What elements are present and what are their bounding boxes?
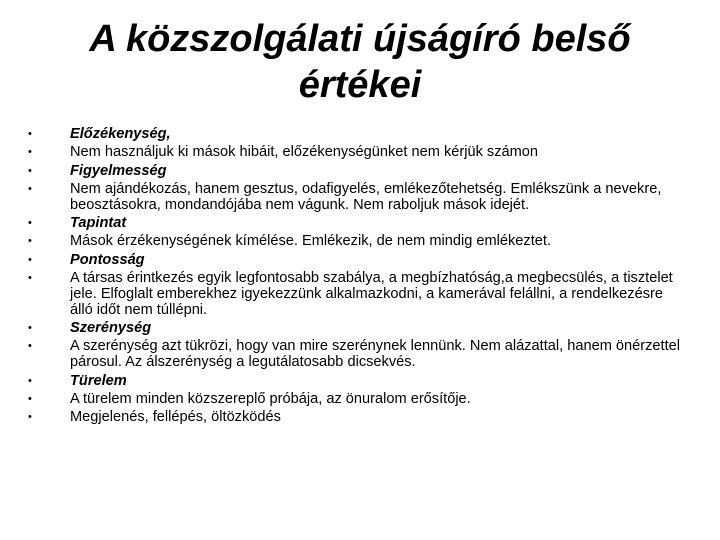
- bullet-icon: •: [28, 164, 32, 177]
- bullet-icon: •: [28, 411, 32, 424]
- bullet-icon: •: [28, 322, 32, 335]
- item-heading: Türelem: [70, 372, 127, 389]
- item-heading: Tapintat: [70, 215, 127, 232]
- bullet-icon: •: [28, 217, 32, 230]
- bullet-icon: •: [28, 271, 32, 284]
- list-item: [28, 127, 688, 143]
- slide-title: A közszolgálati újságíró belső értékei: [89, 18, 631, 106]
- list-item: [28, 216, 688, 232]
- bullet-list: [28, 127, 688, 428]
- list-item: [28, 392, 688, 408]
- bullet-icon: •: [28, 253, 32, 266]
- item-text: Nem használjuk ki mások hibáit, előzékenységünket nem kérjük számon: [70, 144, 539, 161]
- list-item: [28, 374, 688, 390]
- list-item: [28, 321, 688, 337]
- item-text: A társas érintkezés egyik legfontosabb szabálya, a megbízhatóság,a megbecsülés, a tisztelet jele. Elfoglalt emberekhez igyekezzünk alkalmazkodni, a kamerával felállni, a rendelkezésre álló időt nem túllépni.: [70, 269, 673, 318]
- list-item: [28, 234, 688, 250]
- list-item: [28, 253, 688, 269]
- list-item: [28, 271, 688, 319]
- bullet-icon: •: [28, 392, 32, 405]
- list-item: [28, 164, 688, 180]
- list-item: [28, 145, 688, 161]
- bullet-icon: •: [28, 374, 32, 387]
- bullet-icon: •: [28, 182, 32, 195]
- list-item: [28, 182, 688, 214]
- list-item: [28, 410, 688, 426]
- bullet-icon: •: [28, 146, 32, 159]
- item-heading: Szerénység: [70, 320, 152, 337]
- list-item: [28, 339, 688, 371]
- item-heading: Előzékenység,: [70, 126, 171, 142]
- bullet-icon: •: [28, 340, 32, 353]
- item-text: Nem ajándékozás, hanem gesztus, odafigyelés, emlékezőtehetség. Emlékszünk a nevekre, beosztásokra, mondandójába nem vágunk. Nem raboljuk mások idejét.: [70, 180, 662, 213]
- item-text: Mások érzékenységének kímélése. Emlékezik, de nem mindig emlékeztet.: [70, 233, 551, 250]
- bullet-icon: •: [28, 235, 32, 248]
- item-text: A türelem minden közszereplő próbája, az önuralom erősítője.: [70, 390, 471, 407]
- item-heading: Pontosság: [70, 251, 145, 268]
- bullet-icon: •: [28, 128, 32, 140]
- item-text: Megjelenés, fellépés, öltözködés: [70, 409, 281, 426]
- item-heading: Figyelmesség: [70, 162, 167, 179]
- item-text: A szerénység azt tükrözi, hogy van mire szerénynek lennünk. Nem alázattal, hanem önérzettel párosul. Az álszerénység a legutálatosabb dicsekvés.: [70, 338, 681, 371]
